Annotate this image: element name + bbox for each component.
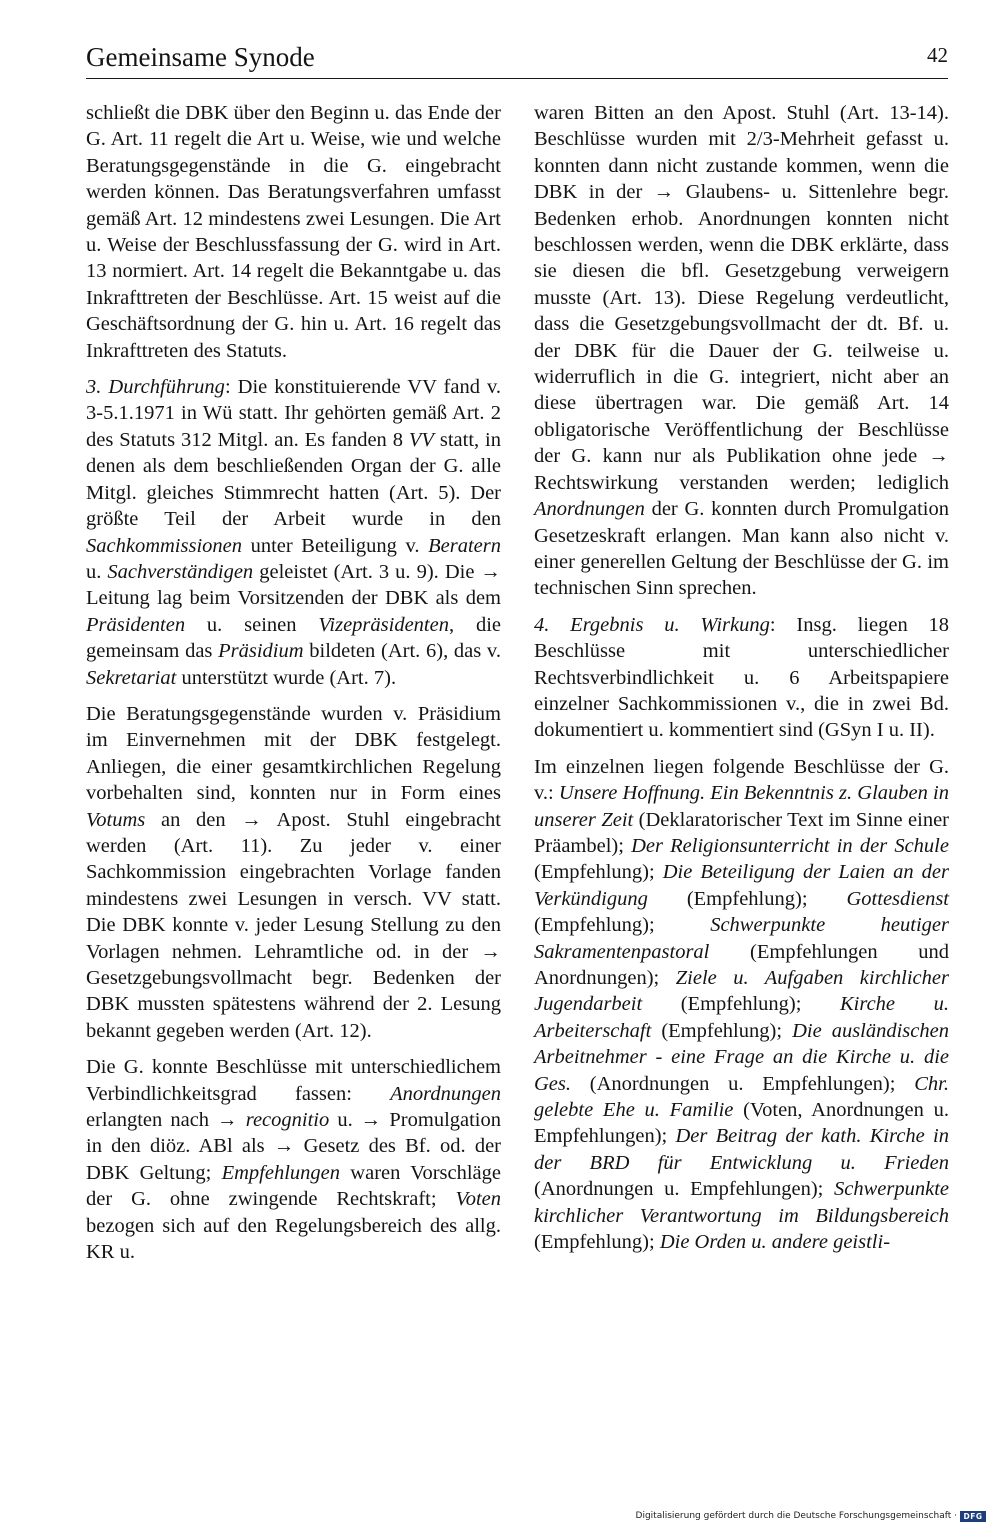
text-run: unterstützt wurde (Art. 7). <box>176 666 397 689</box>
italic-term: Die Beteiligung der Laien an der Verkündigung <box>534 861 949 910</box>
italic-term: Kirche u. Arbeiterschaft <box>534 993 949 1042</box>
text-run: , die gemeinsam das <box>86 613 501 663</box>
text-run: u. → Promulgation in den diöz. ABl als → Gesetz des Bf. od. der DBK Geltung; <box>86 1109 501 1184</box>
text-run: (Empfehlung); <box>647 887 847 910</box>
italic-term: Anordnungen <box>534 498 645 521</box>
text-run: (Empfehlung); <box>534 914 711 937</box>
italic-term: Votums <box>86 808 146 831</box>
text-run: : Insg. liegen 18 Beschlüsse mit unterschiedlicher Rechtsverbindlichkeit u. 6 Arbeitspapiere einzelner Sachkommissionen v., die in zwei Bd. dokumentiert u. kommentiert sind (GSyn I u. II). <box>534 613 950 742</box>
right-column <box>534 100 949 1255</box>
running-title: Gemeinsame Synode <box>86 42 315 72</box>
text-run: bezogen sich auf den Regelungsbereich des allg. KR u. <box>86 1214 501 1264</box>
italic-term: Beratern <box>428 534 501 557</box>
text-run: (Empfehlungen und Anordnungen); <box>534 940 949 989</box>
italic-term: Empfehlungen <box>221 1161 341 1184</box>
text-run: (Empfehlung); <box>651 1019 793 1042</box>
text-run: waren Bitten an den Apost. Stuhl (Art. 13-14). Beschlüsse wurden mit 2/3-Mehrheit gefasst u. konnten dann nicht zustande kommen, wenn die DBK in der → Glaubens- u. Sittenlehre begr. Bedenken erhob. Anordnungen konnten nicht beschlossen werden, wenn die DBK erklärte, dass sie diesen die bfl. Gesetzgebung verweigern musste (Art. 13). Diese Regelung verdeutlicht, dass die Gesetzgebungsvollmacht der dt. Bf. u. der DBK für die Dauer der G. teilweise u. widerruflich in die G. integriert, nicht aber an diese übertragen war. Die gemäß Art. 14 obligatorische Veröffentlichung der Beschlüsse der G. kann nur als Publikation ohne jede → Rechtswirkung verstanden werden; lediglich <box>534 102 949 494</box>
page-number: 42 <box>927 43 948 67</box>
text-run: der G. konnten durch Promulgation Gesetzeskraft erlangen. Man kann also nicht v. einer generellen Geltung der Beschlüsse der G. im technischen Sinn sprechen. <box>534 498 949 600</box>
italic-term: Ziele u. Aufgaben kirchlicher Jugendarbeit <box>534 967 949 1016</box>
text-run: (Deklaratorischer Text im Sinne einer Präambel); <box>534 808 949 857</box>
italic-term: Chr. gelebte Ehe u. Familie <box>534 1072 949 1122</box>
text-run: (Anordnungen u. Empfehlungen); <box>534 1178 834 1201</box>
text-run: : Die konstituierende VV fand v. 3-5.1.1971 in Wü statt. Ihr gehörten gemäß Art. 2 des Statuts 312 Mitgl. an. Es fanden 8 <box>86 376 502 451</box>
text-run: u. <box>86 560 108 583</box>
text-run: (Empfehlung); <box>534 1231 660 1254</box>
italic-term: Anordnungen <box>390 1082 501 1105</box>
text-run: Die Beratungsgegenstände wurden v. Präsidium im Einvernehmen mit der DBK festgelegt. Anliegen, die einer gesamtkirchlichen Regelung vorbehalten sind, konnten nur in Form eines <box>86 702 501 805</box>
text-run: (Anordnungen u. Empfehlungen); <box>571 1072 915 1095</box>
italic-term: Schwerpunkte heutiger Sakramentenpastoral <box>534 914 949 963</box>
paragraph <box>86 701 501 1044</box>
italic-term: Unsere Hoffnung. Ein Bekenntnis z. Glauben in unserer Zeit <box>534 782 949 831</box>
paragraph <box>86 1054 501 1265</box>
italic-term: Die Orden u. andere geistli- <box>659 1231 891 1254</box>
italic-term: recognitio <box>245 1109 330 1132</box>
text-run: schließt die DBK über den Beginn u. das Ende der G. Art. 11 regelt die Art u. Weise, wie und welche Beratungsgegenstände in die G. eingebracht werden können. Das Beratungsverfahren umfasst gemäß Art. 12 mindestens zwei Lesungen. Die Art u. Weise der Beschlussfassung der G. wird in Art. 13 normiert. Art. 14 regelt die Bekanntgabe u. das Inkrafttreten der Beschlüsse. Art. 15 weist auf die Geschäftsordnung der G. hin u. Art. 16 regelt das Inkrafttreten des Statuts. <box>86 102 501 362</box>
italic-term: VV <box>408 428 434 451</box>
italic-term: Der Religionsunterricht in der Schule <box>631 834 949 857</box>
dfg-logo: DFG <box>960 1511 986 1522</box>
italic-term: Sachverständigen <box>107 560 254 583</box>
text-run: an den → Apost. Stuhl eingebracht werden (Art. 11). Zu jeder v. einer Sachkommission eingebrachten Vorlage fanden mindestens zwei Lesungen in versch. VV statt. Die DBK konnte v. jeder Lesung Stellung zu den Vorlagen nehmen. Lehramtliche od. in der → Gesetzgebungsvollmacht begr. Bedenken der DBK mussten spätestens während der 2. Lesung bekannt gegeben werden (Art. 12). <box>86 808 501 1042</box>
italic-term: Vizepräsidenten <box>318 613 449 636</box>
text-run: Im einzelnen liegen folgende Beschlüsse der G. v.: <box>534 755 949 805</box>
footer-credit-text: Digitalisierung gefördert durch die Deutsche Forschungsgemeinschaft · <box>635 1511 957 1521</box>
text-run: geleistet (Art. 3 u. 9). Die → Leitung lag beim Vorsitzenden der DBK als dem <box>86 560 501 610</box>
header-rule <box>86 78 948 79</box>
italic-term: Gottesdienst <box>846 887 949 910</box>
italic-term: Präsidenten <box>86 613 186 636</box>
paragraph <box>534 100 949 602</box>
text-run: statt, in denen als dem beschließenden Organ der G. alle Mitgl. gleiches Stimmrecht hatten (Art. 5). Der größte Teil der Arbeit wurde in den <box>86 428 501 531</box>
text-run: (Empfehlung); <box>534 861 663 884</box>
italic-term: Präsidium <box>218 640 304 663</box>
paragraph <box>534 612 949 744</box>
text-run: (Voten, Anordnungen u. Empfehlungen); <box>534 1099 949 1148</box>
italic-term: Voten <box>455 1188 501 1211</box>
italic-term: Schwerpunkte kirchlicher Verantwortung im Bildungsbereich <box>534 1178 949 1227</box>
text-run: unter Beteiligung v. <box>242 534 429 557</box>
footer-credit <box>636 1510 986 1522</box>
text-run: erlangten nach → <box>86 1109 246 1132</box>
italic-term: Sachkommissionen <box>86 534 243 557</box>
text-run: u. seinen <box>185 613 319 636</box>
italic-term: Die ausländischen Arbeitnehmer - eine Frage an die Kirche u. die Ges. <box>534 1019 949 1095</box>
text-run: Die G. konnte Beschlüsse mit unterschiedlichem Verbindlichkeitsgrad fassen: <box>86 1056 501 1105</box>
paragraph <box>86 374 501 691</box>
text-run: (Empfehlung); <box>642 993 840 1016</box>
paragraph <box>86 100 501 364</box>
running-header <box>86 38 948 78</box>
paragraph <box>534 754 949 1256</box>
italic-term: 3. Durchführung <box>86 376 225 399</box>
italic-term: Sekretariat <box>86 666 177 689</box>
text-run: waren Vorschläge der G. ohne zwingende Rechtskraft; <box>86 1161 501 1211</box>
italic-term: 4. Ergebnis u. Wirkung <box>534 613 770 636</box>
italic-term: Der Beitrag der kath. Kirche in der BRD für Entwicklung u. Frieden <box>534 1125 949 1174</box>
left-column <box>86 100 501 1265</box>
text-run: bildeten (Art. 6), das v. <box>303 640 501 663</box>
